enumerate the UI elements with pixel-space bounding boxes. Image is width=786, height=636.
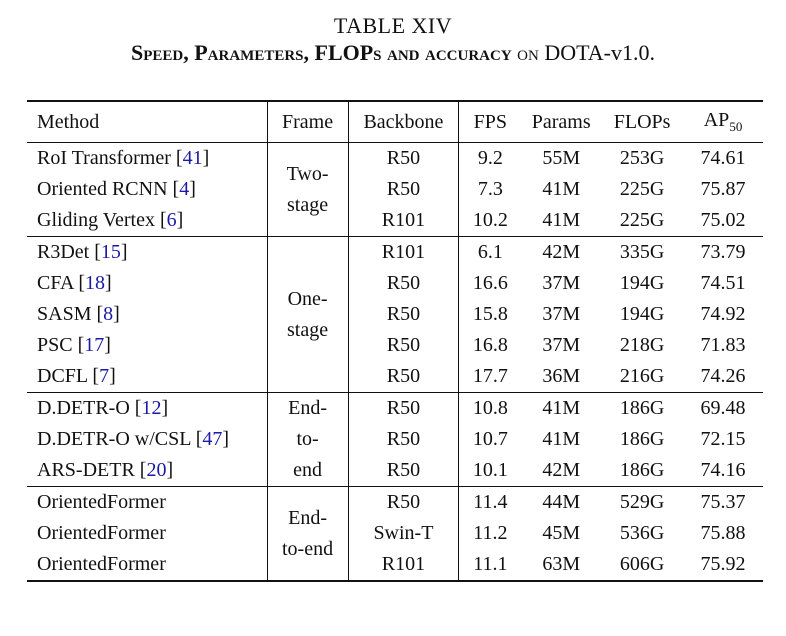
table-row: [27, 549, 763, 581]
ap-cell: 74.92: [700, 303, 746, 325]
method-cell: PSC [17]: [37, 334, 111, 356]
citation-link[interactable]: 6: [166, 209, 177, 231]
fps-cell: 11.4: [473, 491, 508, 513]
table-number: TABLE XIV: [333, 13, 453, 38]
params-cell: 41M: [542, 209, 581, 231]
method-name: CFA: [37, 272, 74, 294]
results-table: [27, 100, 763, 582]
table-row: [27, 424, 763, 455]
method-cell: D.DETR-O w/CSL [47]: [37, 428, 230, 450]
params-cell: 37M: [542, 303, 581, 325]
frame-label-line: stage: [287, 193, 329, 216]
ap-cell: 75.88: [700, 522, 746, 544]
citation-link[interactable]: 18: [85, 272, 105, 294]
citation-link[interactable]: 47: [202, 428, 223, 450]
ap-cell: 71.83: [700, 334, 746, 356]
table-row: [27, 143, 763, 175]
ap-cell: 74.16: [700, 459, 746, 481]
flops-cell: 529G: [619, 491, 665, 513]
method-name: SASM: [37, 303, 92, 325]
header-row: [27, 101, 763, 143]
fps-cell: 11.2: [473, 522, 508, 544]
fps-cell: 16.8: [472, 334, 508, 356]
ap-cell: 73.79: [700, 241, 746, 263]
method-name: PSC: [37, 334, 73, 356]
params-cell: 45M: [542, 522, 581, 544]
params-cell: 37M: [542, 334, 581, 356]
flops-cell: 218G: [619, 334, 665, 356]
frame-label-line: end: [293, 459, 322, 481]
frame-label-line: End-: [288, 506, 327, 529]
citation-link[interactable]: 4: [179, 178, 190, 200]
table-row: [27, 330, 763, 361]
backbone-cell: R50: [348, 330, 459, 361]
fps-cell: 10.2: [472, 209, 508, 231]
citation-link[interactable]: 15: [100, 241, 121, 263]
backbone-cell: R50: [348, 299, 459, 330]
citation-link[interactable]: 41: [182, 147, 203, 169]
method-name: D.DETR-O: [37, 397, 130, 419]
table-row: [27, 487, 763, 519]
method-cell: RoI Transformer [41]: [37, 147, 210, 169]
params-cell: 63M: [542, 553, 581, 575]
method-name: Oriented RCNN: [37, 178, 168, 200]
backbone-cell: R50: [348, 361, 459, 393]
frame-label-line: stage: [287, 318, 329, 341]
frame-label-line: to-: [296, 428, 319, 450]
flops-cell: 335G: [619, 241, 665, 263]
method-cell: SASM [8]: [37, 303, 120, 325]
ap-cell: 75.87: [700, 178, 746, 200]
params-cell: 41M: [542, 397, 581, 419]
fps-cell: 10.1: [472, 459, 508, 481]
frame-cell: [267, 143, 348, 237]
method-name: OrientedFormer: [37, 491, 166, 513]
method-cell: R3Det [15]: [37, 241, 128, 263]
flops-cell: 225G: [619, 178, 665, 200]
flops-cell: 606G: [619, 553, 665, 575]
method-name: Gliding Vertex: [37, 209, 155, 231]
ap-cell: 69.48: [700, 397, 746, 419]
table-row: [27, 455, 763, 487]
ap-cell: 75.02: [700, 209, 746, 231]
params-cell: 41M: [542, 178, 581, 200]
backbone-cell: R50: [348, 268, 459, 299]
backbone-cell: R50: [348, 174, 459, 205]
header-params: Params: [531, 110, 591, 133]
table-body: [27, 143, 763, 582]
method-cell: D.DETR-O [12]: [37, 397, 169, 419]
ap-cell: 74.51: [700, 272, 746, 294]
flops-cell: 186G: [619, 397, 665, 419]
flops-cell: 225G: [619, 209, 665, 231]
method-cell: [27, 518, 267, 549]
header-ap: [683, 101, 763, 143]
backbone-cell: R101: [348, 205, 459, 237]
fps-cell: 10.7: [472, 428, 508, 450]
method-cell: ARS-DETR [20]: [37, 459, 174, 481]
params-cell: 41M: [542, 428, 581, 450]
frame-cell: [267, 487, 348, 582]
table-row: [27, 237, 763, 269]
citation-link[interactable]: 8: [103, 303, 114, 325]
header-method: Method: [37, 110, 100, 133]
citation-link[interactable]: 20: [146, 459, 167, 481]
fps-cell: 9.2: [477, 147, 503, 169]
method-name: RoI Transformer: [37, 147, 171, 169]
params-cell: 44M: [542, 491, 581, 513]
frame-cell: [267, 237, 348, 393]
table-row: [27, 299, 763, 330]
params-cell: 42M: [542, 241, 581, 263]
flops-cell: 186G: [619, 428, 665, 450]
method-cell: Oriented RCNN [4]: [37, 178, 196, 200]
table-row: [27, 361, 763, 393]
method-cell: Gliding Vertex [6]: [37, 209, 184, 231]
backbone-cell: R50: [348, 455, 459, 487]
flops-cell: 536G: [619, 522, 665, 544]
backbone-cell: R50: [348, 143, 459, 175]
backbone-cell: R101: [348, 237, 459, 269]
fps-cell: 17.7: [472, 365, 508, 387]
fps-cell: 6.1: [477, 241, 503, 263]
header-ap-subscript: 50: [729, 119, 743, 134]
method-name: OrientedFormer: [37, 553, 166, 575]
header-frame: Frame: [267, 101, 348, 143]
ap-cell: 74.61: [700, 147, 746, 169]
flops-cell: 216G: [619, 365, 665, 387]
params-cell: 37M: [542, 272, 581, 294]
fps-cell: 15.8: [472, 303, 508, 325]
backbone-cell: R101: [348, 549, 459, 581]
table-row: [27, 393, 763, 425]
method-cell: CFA [18]: [37, 272, 112, 294]
ap-cell: 75.92: [700, 553, 746, 575]
method-name: OrientedFormer: [37, 522, 166, 544]
frame-label-line: One-: [287, 287, 328, 310]
table-row: [27, 518, 763, 549]
flops-cell: 186G: [619, 459, 665, 481]
method-name: R3Det: [37, 241, 90, 263]
citation-link[interactable]: 12: [141, 397, 162, 419]
flops-cell: 194G: [619, 303, 665, 325]
flops-cell: 253G: [619, 147, 665, 169]
params-cell: 55M: [542, 147, 581, 169]
ap-cell: 74.26: [700, 365, 746, 387]
frame-label-line: to-end: [282, 537, 334, 560]
backbone-cell: R50: [348, 487, 459, 519]
header-flops: FLOPs: [613, 110, 671, 133]
method-cell: [27, 549, 267, 581]
backbone-cell: R50: [348, 424, 459, 455]
flops-cell: 194G: [619, 272, 665, 294]
params-cell: 36M: [542, 365, 581, 387]
method-cell: [27, 487, 267, 519]
frame-label-line: End-: [288, 397, 327, 419]
ap-cell: 75.37: [700, 491, 746, 513]
table-title-dataset: DOTA-v1.0.: [544, 40, 656, 65]
table-title: [0, 40, 786, 66]
fps-cell: 10.8: [472, 397, 508, 419]
citation-link[interactable]: 7: [99, 365, 110, 387]
citation-link[interactable]: 17: [84, 334, 105, 356]
fps-cell: 7.3: [477, 178, 503, 200]
header-fps: FPS: [473, 110, 507, 133]
table-row: [27, 268, 763, 299]
method-cell: DCFL [7]: [37, 365, 116, 387]
backbone-cell: Swin-T: [348, 518, 459, 549]
table-title-main: Speed, Parameters, FLOPs and accuracy: [130, 40, 512, 65]
method-name: D.DETR-O w/CSL: [37, 428, 191, 450]
frame-cell: [267, 393, 348, 487]
params-cell: 42M: [542, 459, 581, 481]
method-name: ARS-DETR: [37, 459, 135, 481]
table-row: [27, 205, 763, 237]
header-backbone: Backbone: [348, 101, 459, 143]
method-name: DCFL: [37, 365, 88, 387]
ap-cell: 72.15: [700, 428, 746, 450]
table-title-on: on: [517, 40, 539, 65]
backbone-cell: R50: [348, 393, 459, 425]
fps-cell: 16.6: [472, 272, 508, 294]
header-ap-label: AP: [703, 109, 730, 131]
fps-cell: 11.1: [473, 553, 508, 575]
table-row: [27, 174, 763, 205]
frame-label-line: Two-: [286, 162, 329, 185]
